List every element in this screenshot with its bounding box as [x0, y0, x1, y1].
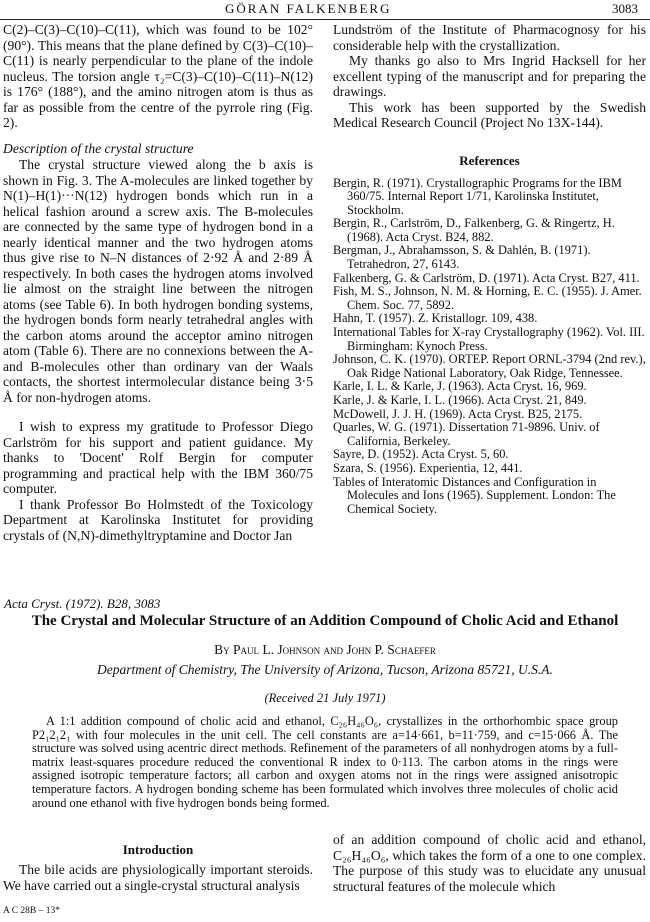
article-abstract: A 1:1 addition compound of cholic acid and ethanol, C₂₆H₄₆O₆, crystallizes in the orthorhombic space group P2₁2₁2₁ with four molecules in the unit cell. The cell constants are a=14·661, b=11·759, and c=15·066 Å. The structure was solved using acentric direct methods. Refinement of the parameters of all nonhydrogen atoms by a full-matrix least-squares procedure reduced the conventional R index to 0·113. The carbon atoms in the rings were assigned isotropic temperature factors; all carbon and oxygen atoms not in the rings were assigned anisotropic temperature factors. A hydrogen bonding scheme has been formulated which involves three molecules of cholic acid around one ethanol with five hydrogen bonds being formed.	[32, 714, 618, 810]
introduction-left: The bile acids are physiologically important steroids. We have carried out a single-crystal structural analysis	[3, 862, 313, 893]
reference-item: Tables of Interatomic Distances and Configuration in Molecules and Ions (1965). Supplement. London: The Chemical Society.	[333, 474, 616, 516]
left-paragraph-1: C(2)–C(3)–C(10)–C(11), which was found to be 102° (90°). This means that the plane defined by C(3)–C(10)–C(11) is nearly perpendicular to the plane of the indole nucleus. The torsion angle τ₂=C(3)–C(10)–C(11)–N(12) is 176° (188°), and the amino nitrogen atom is thus as far as possible from the centre of the pyrrole ring (Fig. 2).	[3, 22, 313, 130]
reference-item: Hahn, T. (1957). Z. Kristallogr. 109, 438.	[333, 311, 538, 326]
running-title: GÖRAN FALKENBERG	[225, 1, 392, 16]
references-title: References	[459, 152, 520, 168]
article-received: (Received 21 July 1971)	[264, 691, 386, 705]
page-number: 3083	[612, 1, 638, 16]
reference-item: Bergin, R., Carlström, D., Falkenberg, G. & Ringertz, H. (1968). Acta Cryst. B24, 882.	[333, 216, 615, 244]
article-authors: By Paul L. Johnson and John P. Schaefer	[214, 642, 436, 657]
page-signature: A C 28B – 13*	[3, 906, 61, 916]
reference-item: Quarles, W. G. (1971). Dissertation 71-9896. Univ. of California, Berkeley.	[333, 420, 600, 448]
introduction-right: of an addition compound of cholic acid and ethanol, C₂₆H₄₆O₆, which takes the form of a one to one complex. The purpose of this study was to elucidate any unusual structural features of the molecule which	[333, 832, 646, 894]
references-list	[333, 177, 646, 517]
reference-item: Johnson, C. K. (1970). ORTEP. Report ORNL-3794 (2nd rev.), Oak Ridge National Laboratory, Oak Ridge, Tennessee.	[333, 352, 646, 380]
reference-item: Bergin, R. (1971). Crystallographic Programs for the IBM 360/75. Internal Report 1/71, Karolinska Institutet, Stockholm.	[333, 175, 622, 217]
header-rule	[0, 19, 650, 20]
right-paragraph-1: Lundström of the Institute of Pharmacognosy for his considerable help with the crystallization.	[333, 22, 646, 53]
running-header	[0, 0, 650, 18]
section-title-crystal-structure: Description of the crystal structure	[3, 140, 194, 156]
reference-item: Szara, S. (1956). Experientia, 12, 441.	[333, 460, 523, 475]
left-paragraph-2: The crystal structure viewed along the b axis is shown in Fig. 3. The A-molecules are linked together by N(1)–H(1)···N(12) hydrogen bonds which run in a helical fashion around a screw axis. The B-molecules are connected by the same type of hydrogen bond in a nearly identical manner and the two hydrogen atoms thus give rise to N–N distances of 2·92 Å and 2·89 Å respectively. In both cases the hydrogen atoms involved lie almost on the straight line between the nitrogen atoms (see Table 6). In both hydrogen bonding systems, the hydrogen bonds form nearly tetrahedral angles with the carbon atoms around the acceptor amino nitrogen atom (Table 6). There are no connexions between the A- and B-molecules other than ordinary van der Waals contacts, the shortest intermolecular distance being 3·5 Å for non-hydrogen atoms.	[3, 157, 313, 405]
reference-item: International Tables for X-ray Crystallography (1962). Vol. III. Birmingham: Kynoch Press.	[333, 325, 645, 353]
reference-item: Fish, M. S., Johnson, N. M. & Horning, E. C. (1955). J. Amer. Chem. Soc. 77, 5892.	[333, 284, 642, 312]
left-column	[3, 22, 313, 543]
left-paragraph-4: I thank Professor Bo Holmstedt of the Toxicology Department at Karolinska Institutet for providing crystals of (N,N)-dimethyltryptamine and Doctor Jan	[3, 496, 313, 543]
right-column	[333, 22, 646, 516]
reference-item: Bergman, J., Abrahamsson, S. & Dahlén, B. (1971). Tetrahedron, 27, 6143.	[333, 243, 591, 272]
reference-item: Falkenberg, G. & Carlström, D. (1971). Acta Cryst. B27, 411.	[333, 270, 640, 285]
left-paragraph-3: I wish to express my gratitude to Professor Diego Carlström for his support and patient guidance. My thanks to 'Docent' Rolf Bergin for computer programming and practical help with the IBM 360/75 computer.	[3, 419, 313, 496]
introduction-title: Introduction	[122, 842, 194, 857]
reference-item: McDowell, J. J. H. (1969). Acta Cryst. B25, 2175.	[333, 406, 583, 421]
right-paragraph-3: This work has been supported by the Swedish Medical Research Council (Project No 13X-144).	[333, 99, 646, 130]
right-paragraph-2: My thanks go also to Mrs Ingrid Hacksell for her excellent typing of the manuscript and for preparing the drawings.	[333, 53, 646, 99]
article-title: The Crystal and Molecular Structure of an Addition Compound of Cholic Acid and Ethanol	[31, 613, 619, 629]
article-affiliation: Department of Chemistry, The University of Arizona, Tucson, Arizona 85721, U.S.A.	[97, 662, 553, 677]
article-citation: Acta Cryst. (1972). B28, 3083	[4, 596, 161, 611]
reference-item: Karle, J. & Karle, I. L. (1966). Acta Cryst. 21, 849.	[333, 393, 587, 407]
reference-item: Karle, I. L. & Karle, J. (1963). Acta Cryst. 16, 969.	[333, 379, 587, 394]
reference-item: Sayre, D. (1952). Acta Cryst. 5, 60.	[333, 447, 509, 462]
